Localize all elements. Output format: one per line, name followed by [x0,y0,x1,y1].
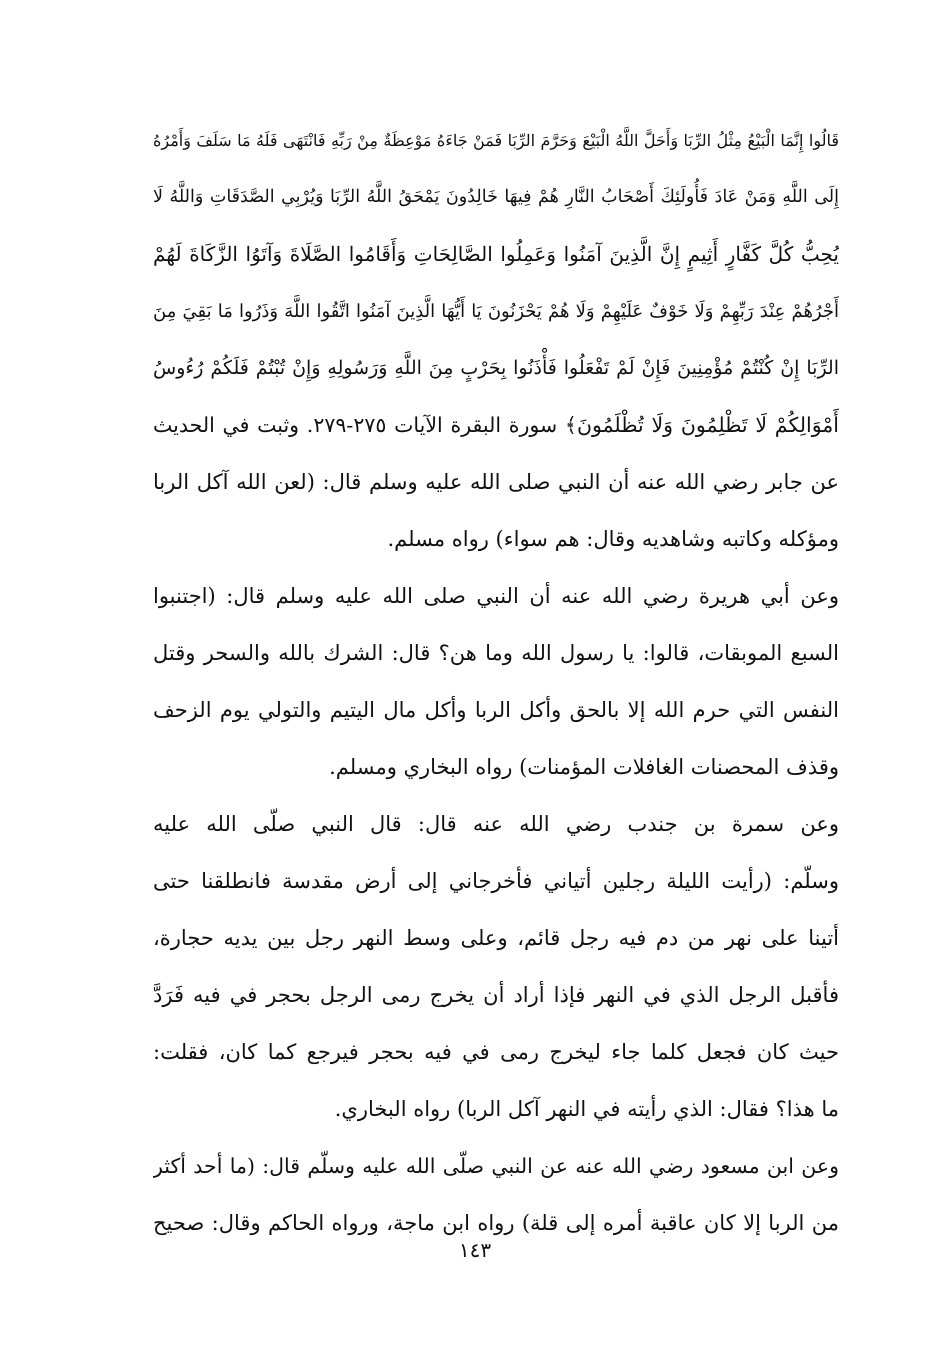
text-line-16: فأقبل الرجل الذي في النهر فإذا أراد أن يخرج رمى الرجل بحجر في فيه فَرَدَّ [153,983,839,1007]
quran-line-5: الرِّبَا إِنْ كُنْتُمْ مُؤْمِنِينَ فَإِنْ لَمْ تَفْعَلُوا فَأْذَنُوا بِحَرْبٍ مِنَ اللَّهِ وَرَسُولِهِ وَإِنْ تُبْتُمْ فَلَكُمْ رُءُوسُ [153,357,839,379]
text-line-6: أَمْوَالِكُمْ لَا تَظْلِمُونَ وَلَا تُظْلَمُونَ﴾ سورة البقرة الآيات ٢٧٥-٢٧٩. وثبت في الحديث [153,413,839,437]
text-line-15: أتينا على نهر من دم فيه رجل قائم، وعلى وسط النهر رجل بين يديه حجارة، [153,926,839,950]
text-line-19: وعن ابن مسعود رضي الله عنه عن النبي صلّى الله عليه وسلّم قال: (ما أحد أكثر [153,1154,839,1178]
text-line-11: النفس التي حرم الله إلا بالحق وأكل الربا وأكل مال اليتيم والتولي يوم الزحف [153,698,839,722]
page-number: ١٤٣ [458,1238,492,1262]
quran-line-1: قَالُوا إِنَّمَا الْبَيْعُ مِثْلُ الرِّبَا وَأَحَلَّ اللَّهُ الْبَيْعَ وَحَرَّمَ الرِّبَا فَمَنْ جَاءَهُ مَوْعِظَةٌ مِنْ رَبِّهِ فَانْتَهَى فَلَهُ مَا سَلَفَ وَأَمْرُهُ [153,131,839,150]
text-line-17: حيث كان فجعل كلما جاء ليخرج رمى في فيه بحجر فيرجع كما كان، فقلت: [153,1040,839,1064]
text-line-20: من الربا إلا كان عاقبة أمره إلى قلة) رواه ابن ماجة، ورواه الحاكم وقال: صحيح [153,1211,839,1235]
text-line-8: ومؤكله وكاتبه وشاهديه وقال: هم سواء) رواه مسلم. [387,527,839,551]
quran-line-2: إِلَى اللَّهِ وَمَنْ عَادَ فَأُولَئِكَ أَصْحَابُ النَّارِ هُمْ فِيهَا خَالِدُونَ يَمْحَقُ اللَّهُ الرِّبَا وَيُرْبِي الصَّدَقَاتِ وَاللَّهُ لَا [153,187,839,207]
text-line-18: ما هذا؟ فقال: الذي رأيته في النهر آكل الربا) رواه البخاري. [334,1097,839,1121]
quran-line-4: أَجْرُهُمْ عِنْدَ رَبِّهِمْ وَلَا خَوْفٌ عَلَيْهِمْ وَلَا هُمْ يَحْزَنُونَ يَا أَيُّهَا الَّذِينَ آمَنُوا اتَّقُوا اللَّهَ وَذَرُوا مَا بَقِيَ مِنَ [153,301,839,322]
text-line-10: السبع الموبقات، قالوا: يا رسول الله وما هن؟ قال: الشرك بالله والسحر وقتل [153,641,839,665]
text-line-13: وعن سمرة بن جندب رضي الله عنه قال: قال النبي صلّى الله عليه [153,812,839,836]
body-text [153,112,839,1252]
text-line-7: عن جابر رضي الله عنه أن النبي صلى الله عليه وسلم قال: (لعن الله آكل الربا [153,470,839,494]
text-line-9: وعن أبي هريرة رضي الله عنه أن النبي صلى الله عليه وسلم قال: (اجتنبوا [153,584,839,608]
text-line-12: وقذف المحصنات الغافلات المؤمنات) رواه البخاري ومسلم. [329,755,839,779]
text-line-14: وسلّم: (رأيت الليلة رجلين أتياني فأخرجاني إلى أرض مقدسة فانطلقنا حتى [153,869,839,893]
quran-line-3: يُحِبُّ كُلَّ كَفَّارٍ أَثِيمٍ إِنَّ الَّذِينَ آمَنُوا وَعَمِلُوا الصَّالِحَاتِ وَأَقَامُوا الصَّلَاةَ وَآتَوُا الزَّكَاةَ لَهُمْ [153,242,839,266]
